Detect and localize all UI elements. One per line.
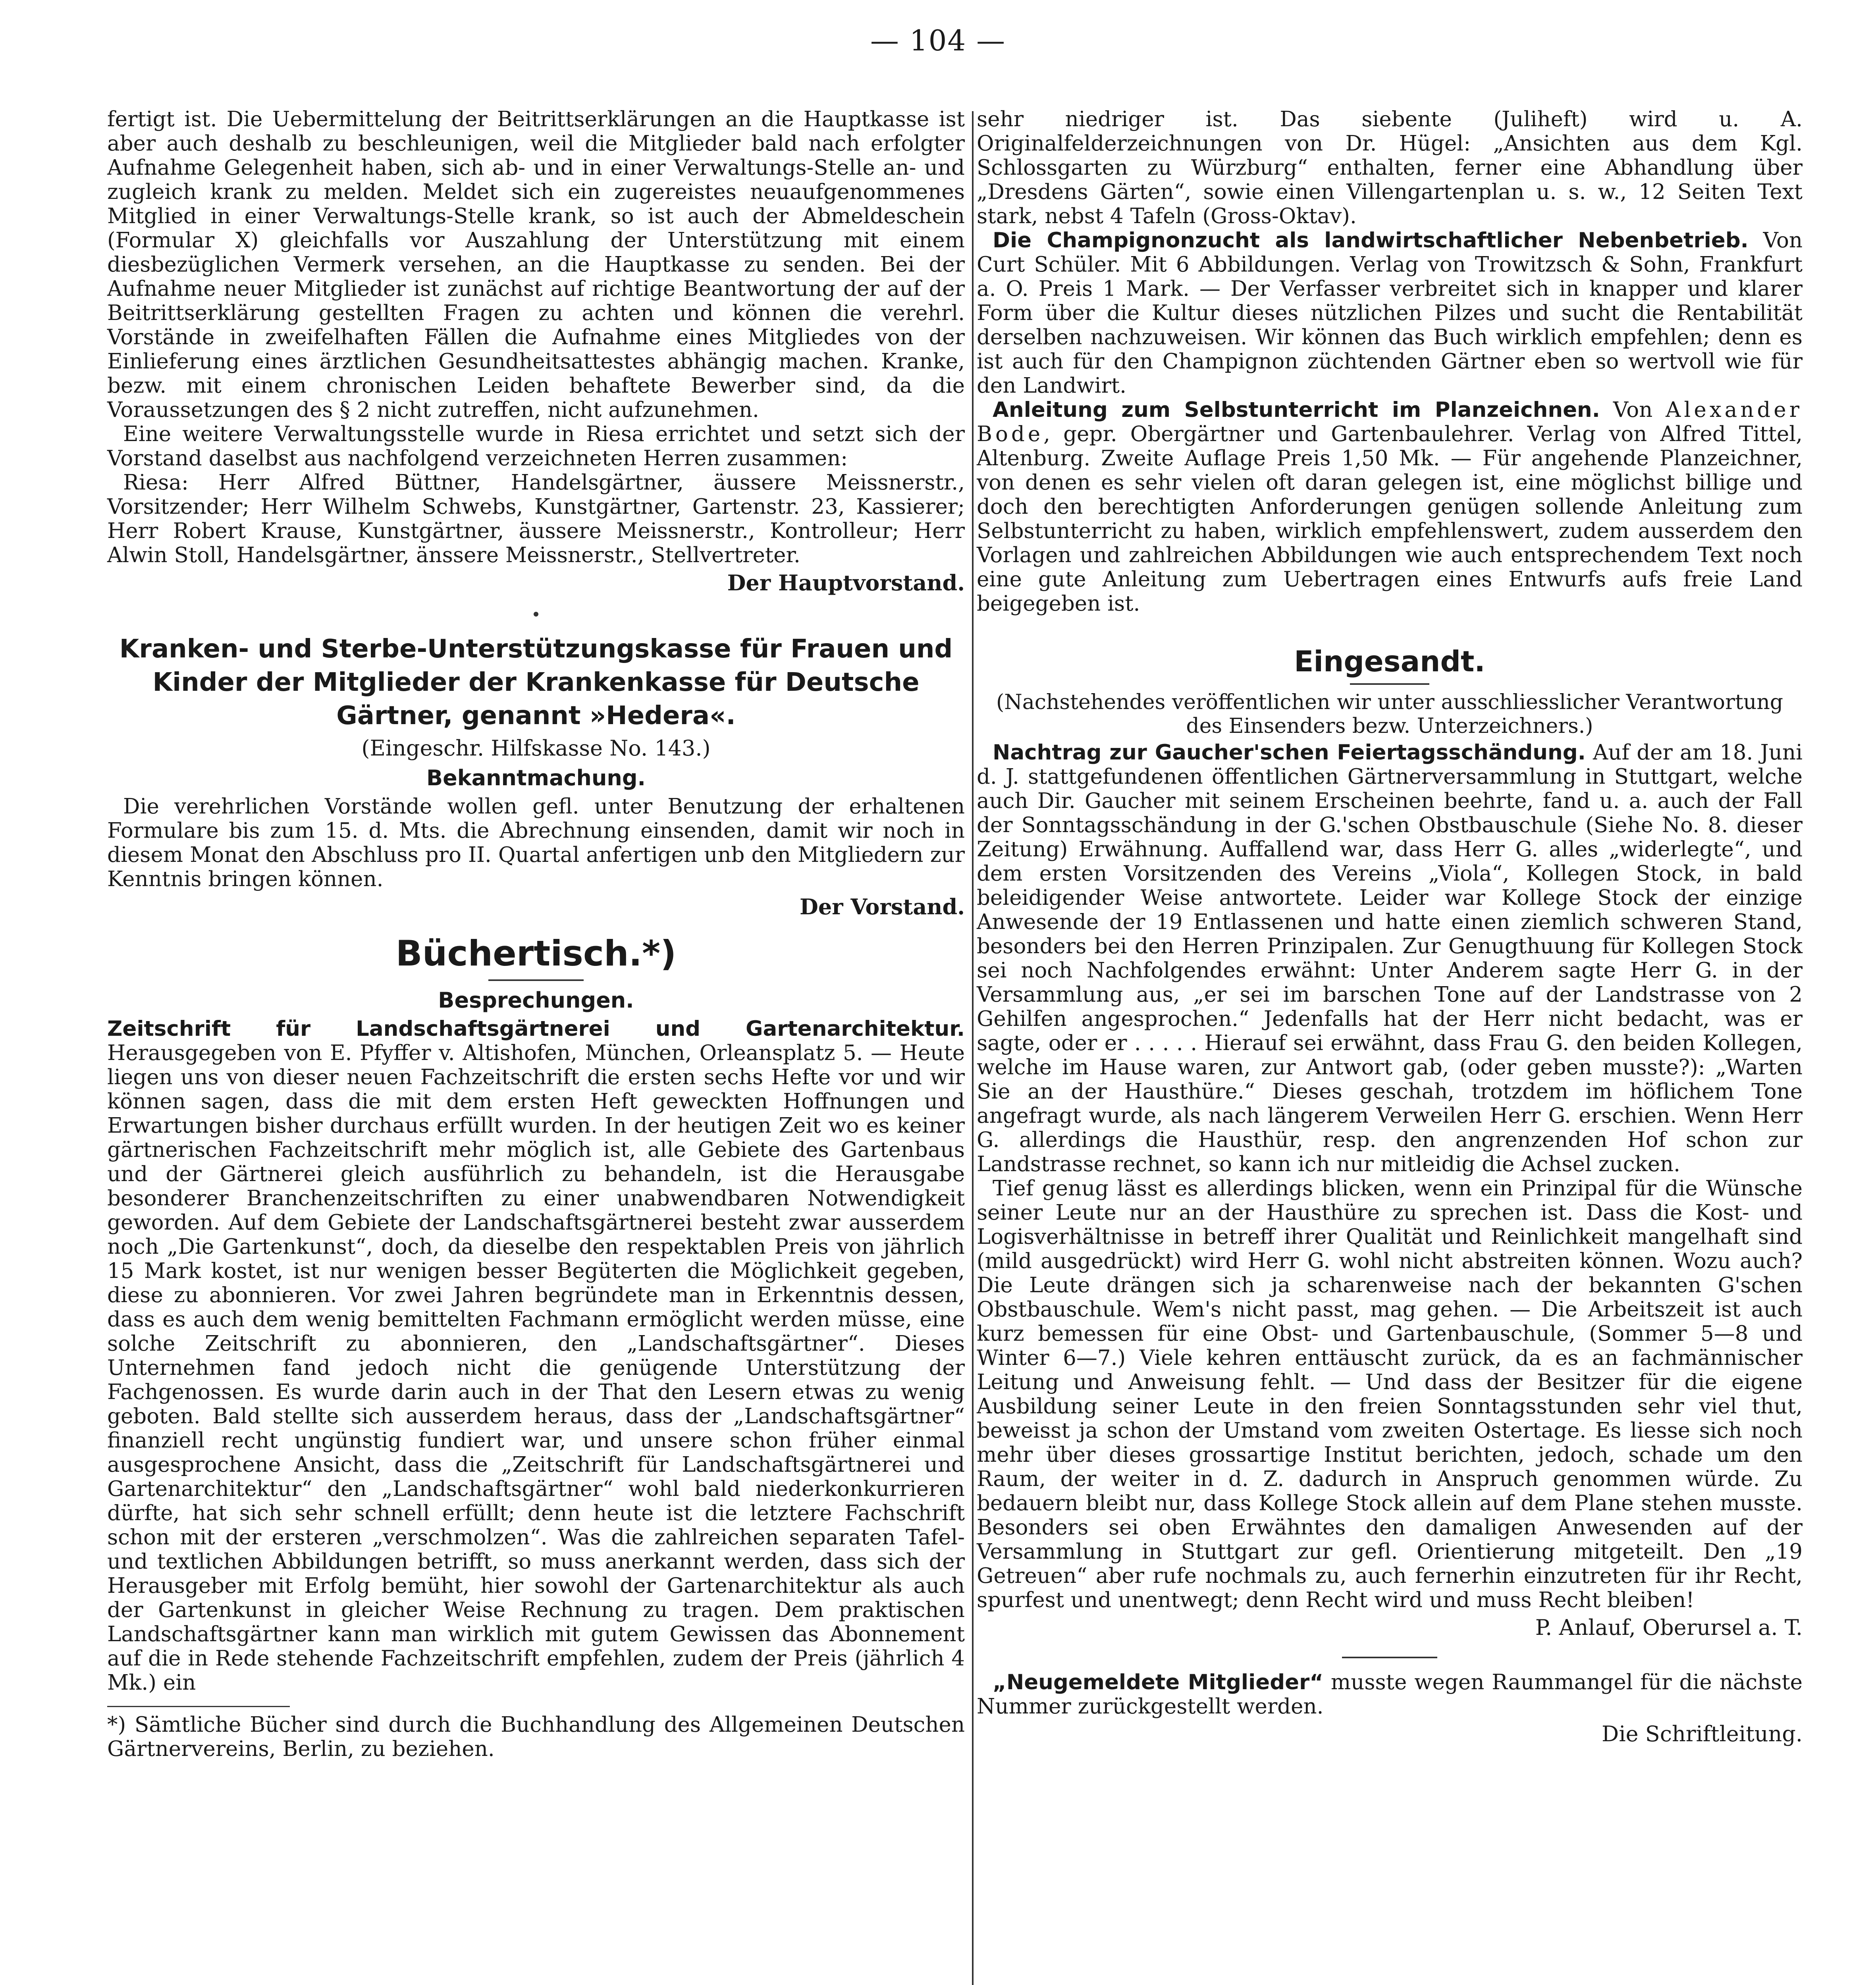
heading-rule-right	[1350, 683, 1429, 685]
review-body: Herausgegeben von E. Pfyffer v. Altishofen, München, Orleansplatz 5. — Heute liegen uns von dieser neuen Fachzeitschrift die ersten sechs Hefte vor und wir können sagen, dass die mit dem ersten Heft geweckten Hoffnungen und Erwartungen bisher durchaus erfüllt wurden. In der heutigen Zeit wo es keiner gärtnerischen Fachzeitschrift mehr möglich ist, alle Gebiete des Gartenbaus und der Gärtnerei gleich ausführlich zu behandeln, ist die Herausgabe besonderer Branchenzeitschriften zu einer unabwendbaren Notwendigkeit geworden. Auf dem Gebiete der Landschaftsgärtnerei besteht zwar ausserdem noch „Die Gartenkunst“, doch, da dieselbe den respektablen Preis von jährlich 15 Mark kostet, ist nur wenigen besser Begüterten die Möglichkeit gegeben, diese zu abonnieren. Vor zwei Jahren begründete man in Erkenntnis dessen, dass es auch dem wenig bemittelten Fachmann ermöglicht werden müsse, eine solche Zeitschrift zu abonnieren, den „Landschaftsgärtner“. Dieses Unternehmen fand jedoch nicht die genügende Unterstützung der Fachgenossen. Es wurde darin auch in der That den Lesern etwas zu wenig geboten. Bald stellte sich ausserdem heraus, dass der „Landschaftsgärtner“ finanziell recht ungünstig fundiert war, und unsere schon früher einmal ausgesprochene Ansicht, dass die „Zeitschrift für Landschaftsgärtnerei und Gartenarchitektur“ den „Landschaftsgärtner“ wohl bald niederkonkurrieren dürfte, hat sich sehr schnell erfüllt; denn heute ist die letztere Fachschrift schon mit der ersteren „verschmolzen“. Was die zahlreichen separaten Tafel- und textlichen Abbildungen betrifft, so muss anerkannt werden, dass sich der Herausgeber mit Erfolg bemüht, hier sowohl der Gartenarchitektur als auch der Gartenkunst in gleicher Weise Rechnung zu tragen. Dem praktischen Landschaftsgärtner kann man wirklich mit gutem Gewissen das Abonnement auf die in Rede stehende Fachzeitschrift empfehlen, zudem der Preis (jährlich 4 Mk.) ein	[107, 1041, 965, 1695]
footnote-rule	[107, 1706, 290, 1707]
page-number: — 104 —	[870, 24, 1006, 57]
signature-hauptvorstand: Der Hauptvorstand.	[727, 570, 965, 596]
planzeichnen-prefix: Von	[1613, 398, 1666, 422]
neugemeldete-notice	[977, 1670, 1803, 1719]
gaucher-paragraph-2: Tief genug lässt es allerdings blicken, wenn ein Prinzipal für die Wünsche seiner Leute nur an der Hausthüre zu sprechen ist. Dass die Kost- und Logisverhältnisse in betreff ihrer Qualität und Reinlichkeit mangelhaft sind (mild ausgedrückt) wird Herr G. wohl nicht abstreiten können. Wozu auch? Die Leute drängen sich ja scharenweise nach der bekannten G'schen Obstbauschule. Wem's nicht passt, mag gehen. — Die Arbeitszeit ist auch kurz bemessen für eine Obst- und Gartenbauschule, (Sommer 5—8 und Winter 6—7.) Viele kehren enttäuscht zurück, da es an fachmännischer Leitung und Anweisung fehlt. — Und dass der Besitzer für die eigene Ausbildung seiner Leute in den freien Sonntagsstunden sehr viel thut, beweisst ja schon der Umstand vom zweiten Ostertage. Es liesse sich noch mehr über dieses grossartige Institut berichten, jedoch, schade um den Raum, der weiter in d. Z. dadurch in Anspruch genommen würde. Zu bedauern bleibt nur, dass Kollege Stock allein auf dem Plane stehen musste. Besonders sei oben Erwähntes den damaligen Anwesenden auf der Versammlung in Stuttgart zur gefl. Orientierung mitgeteilt. Den „19 Getreuen“ aber rufe nochmals zu, auch fernerhin einzutreten für ihr Recht, spurfest und unentwegt; denn Recht wird und muss Recht bleiben!	[977, 1176, 1803, 1612]
planzeichnen-body: , gepr. Obergärtner und Gartenbaulehrer. Verlag von Alfred Tittel, Altenburg. Zweite Auflage Preis 1,50 Mk. — Für angehende Planzeichner, von denen es sehr vielen oft daran gelegen ist, eine möglichst billige und doch den berechtigten Anforderungen genügen sollende Anleitung zum Selbstunterricht zu haben, wirklich empfehlenswert, zudem ausserdem den Vorlagen und zahlreichen Abbildungen wie auch entsprechendem Text noch eine gute Anleitung zum Uebertragen eines Entwurfs aufs freie Land beigegeben ist.	[977, 422, 1803, 616]
hedera-heading: Bekanntmachung.	[426, 765, 646, 790]
gaucher-paragraph-1	[977, 740, 1803, 1176]
section-divider-right	[1342, 1657, 1437, 1658]
review-continuation: sehr niedriger ist. Das siebente (Juliheft) wird u. A. Originalfelderzeichnungen von Dr. Hügel: „Ansichten aus dem Kgl. Schlossgarten zu Würzburg“ enthalten, ferner eine Abhandlung über „Dresdens Gärten“, sowie einen Villengartenplan u. s. w., 12 Seiten Text stark, nebst 4 Tafeln (Gross-Oktav).	[977, 107, 1803, 228]
planzeichnen-author: Alexander Bode	[977, 398, 1803, 446]
review-title: Zeitschrift für Landschaftsgärtnerei und Gartenarchitektur.	[107, 1017, 965, 1041]
membership-paragraph: fertigt ist. Die Uebermittelung der Beitrittserklärungen an die Hauptkasse ist aber auch deshalb zu beschleunigen, weil die Mitglieder bald nach erfolgter Aufnahme Gelegenheit haben, sich ab- und in einer Verwaltungs-Stelle an- und zugleich krank zu melden. Meldet sich ein zugereistes neuaufgenommenes Mitglied in einer Verwaltungs-Stelle krank, so ist auch der Abmeldeschein (Formular X) gleichfalls vor Auszahlung der Unterstützung mit einem diesbezüglichen Vermerk versehen, an die Hauptkasse zu senden. Bei der Aufnahme neuer Mitglieder ist zunächst auf richtige Beantwortung der auf der Beitrittserklärung gestellten Fragen zu achten und können die verehrl. Vorstände in zweifelhaften Fällen die Aufnahme eines Mitgliedes von der Einlieferung eines ärztlichen Gesundheitsattestes abhängig machen. Kranke, bezw. mit einem chronischen Leiden behaftete Bewerber sind, da die Voraussetzungen des § 2 nicht zutreffen, nicht aufzunehmen.	[107, 107, 965, 422]
riesa-board-list: Riesa: Herr Alfred Büttner, Handelsgärtner, äussere Meissnerstr., Vorsitzender; Herr Wilhelm Schwebs, Kunstgärtner, Gartenstr. 23, Kassierer; Herr Robert Krause, Kunstgärtner, äussere Meissnerstr., Kontrolleur; Herr Alwin Stoll, Handelsgärtner, änssere Meissnerstr., Stellvertreter.	[107, 470, 965, 567]
hedera-text: Die verehrlichen Vorstände wollen gefl. unter Benutzung der erhaltenen Formulare bis zum 15. d. Mts. die Abrechnung einsenden, damit wir noch in diesem Monat den Abschluss pro II. Quartal anfertigen unb den Mitgliedern zur Kenntnis bringen können.	[107, 794, 965, 891]
gaucher-title: Nachtrag zur Gaucher'schen Feiertagsschändung.	[993, 740, 1586, 765]
neugemeldete-body: musste wegen Raummangel für die nächste Nummer zurückgestellt werden.	[977, 1670, 1803, 1719]
eingesandt-heading: Eingesandt.	[1294, 645, 1485, 678]
eingesandt-note: (Nachstehendes veröffentlichen wir unter ausschliesslicher Verantwortung des Einsenders bezw. Unterzeichners.)	[996, 690, 1783, 738]
buechertisch-heading: Büchertisch.*)	[395, 933, 677, 974]
left-column	[107, 107, 965, 1985]
hedera-subtitle: (Eingeschr. Hilfskasse No. 143.)	[361, 736, 711, 761]
champignon-title: Die Champignonzucht als landwirtschaftlicher Nebenbetrieb.	[993, 228, 1749, 252]
gaucher-body-1: Auf der am 18. Juni d. J. stattgefundenen öffentlichen Gärtnerversammlung in Stuttgart, welche auch Dir. Gaucher mit seinem Erscheinen beehrte, fand u. a. auch der Fall der Sonntagsschändung in der G.'schen Obstbauschule (Siehe No. 8. dieser Zeitung) Erwähnung. Auffallend war, dass Herr G. alles „widerlegte“, und dem ersten Vorsitzenden des Vereins „Viola“, Kollegen Stock, in bald beleidigender Weise antwortete. Leider war Kollege Stock der einzige Anwesende der 19 Entlassenen und hatte einen ziemlich schweren Stand, besonders bei den Herren Prinzipalen. Zur Genugthuung für Kollegen Stock sei noch Nachfolgendes erwähnt: Unter Anderem sagte Herr G. in der Versammlung aus, „er sei im barschen Tone auf der Landstrasse von 2 Gehilfen angesprochen.“ Jedenfalls hat der Herr nicht bedacht, was er sagte, oder er . . . . . Hierauf sei erwähnt, dass Frau G. den beiden Kollegen, welche im Hause waren, zur Antwort gab, (oder geben musste?): „Warten Sie an der Hausthüre.“ Dieses geschah, trotzdem im höflichem Tone angefragt wurde, als nach längerem Verweilen Herr G. erschien. Wenn Herr G. allerdings die Hausthür, resp. den angrenzenden Hof schon zur Landstrasse rechnet, so kann ich nur mitleidig die Achsel zucken.	[977, 740, 1803, 1176]
column-divider	[972, 111, 974, 1985]
section-divider	[534, 612, 538, 617]
right-column	[977, 107, 1803, 1985]
hedera-title: Kranken- und Sterbe-Unterstützungskasse für Frauen und Kinder der Mitglieder der Krankenkasse für Deutsche Gärtner, genannt »Hedera«.	[119, 634, 953, 730]
riesa-announcement: Eine weitere Verwaltungsstelle wurde in Riesa errichtet und setzt sich der Vorstand daselbst aus nachfolgend verzeichneten Herren zusammen:	[107, 422, 965, 470]
neugemeldete-title: „Neugemeldete Mitglieder“	[993, 1670, 1324, 1694]
review-planzeichnen	[977, 398, 1803, 616]
signature-vorstand: Der Vorstand.	[800, 894, 965, 919]
review-champignon	[977, 228, 1803, 398]
planzeichnen-title: Anleitung zum Selbstunterricht im Planzeichnen.	[993, 398, 1600, 422]
signature-schriftleitung: Die Schriftleitung.	[1602, 1721, 1803, 1746]
footnote: *) Sämtliche Bücher sind durch die Buchhandlung des Allgemeinen Deutschen Gärtnervereins, Berlin, zu beziehen.	[107, 1713, 965, 1761]
review-landschaftsgaertnerei	[107, 1017, 965, 1695]
signature-anlauf: P. Anlauf, Oberursel a. T.	[1535, 1615, 1803, 1640]
champignon-body: Von Curt Schüler. Mit 6 Abbildungen. Verlag von Trowitzsch & Sohn, Frankfurt a. O. Preis 1 Mark. — Der Verfasser verbreitet sich in knapper und klarer Form über die Kultur dieses nützlichen Pilzes und sucht die Rentabilität derselben nachzuweisen. Wir können das Buch wirklich empfehlen; denn es ist auch für den Champignon züchtenden Gärtner eben so wertvoll wie für den Landwirt.	[977, 228, 1803, 398]
heading-rule	[488, 979, 584, 981]
besprechungen-heading: Besprechungen.	[438, 988, 634, 1013]
